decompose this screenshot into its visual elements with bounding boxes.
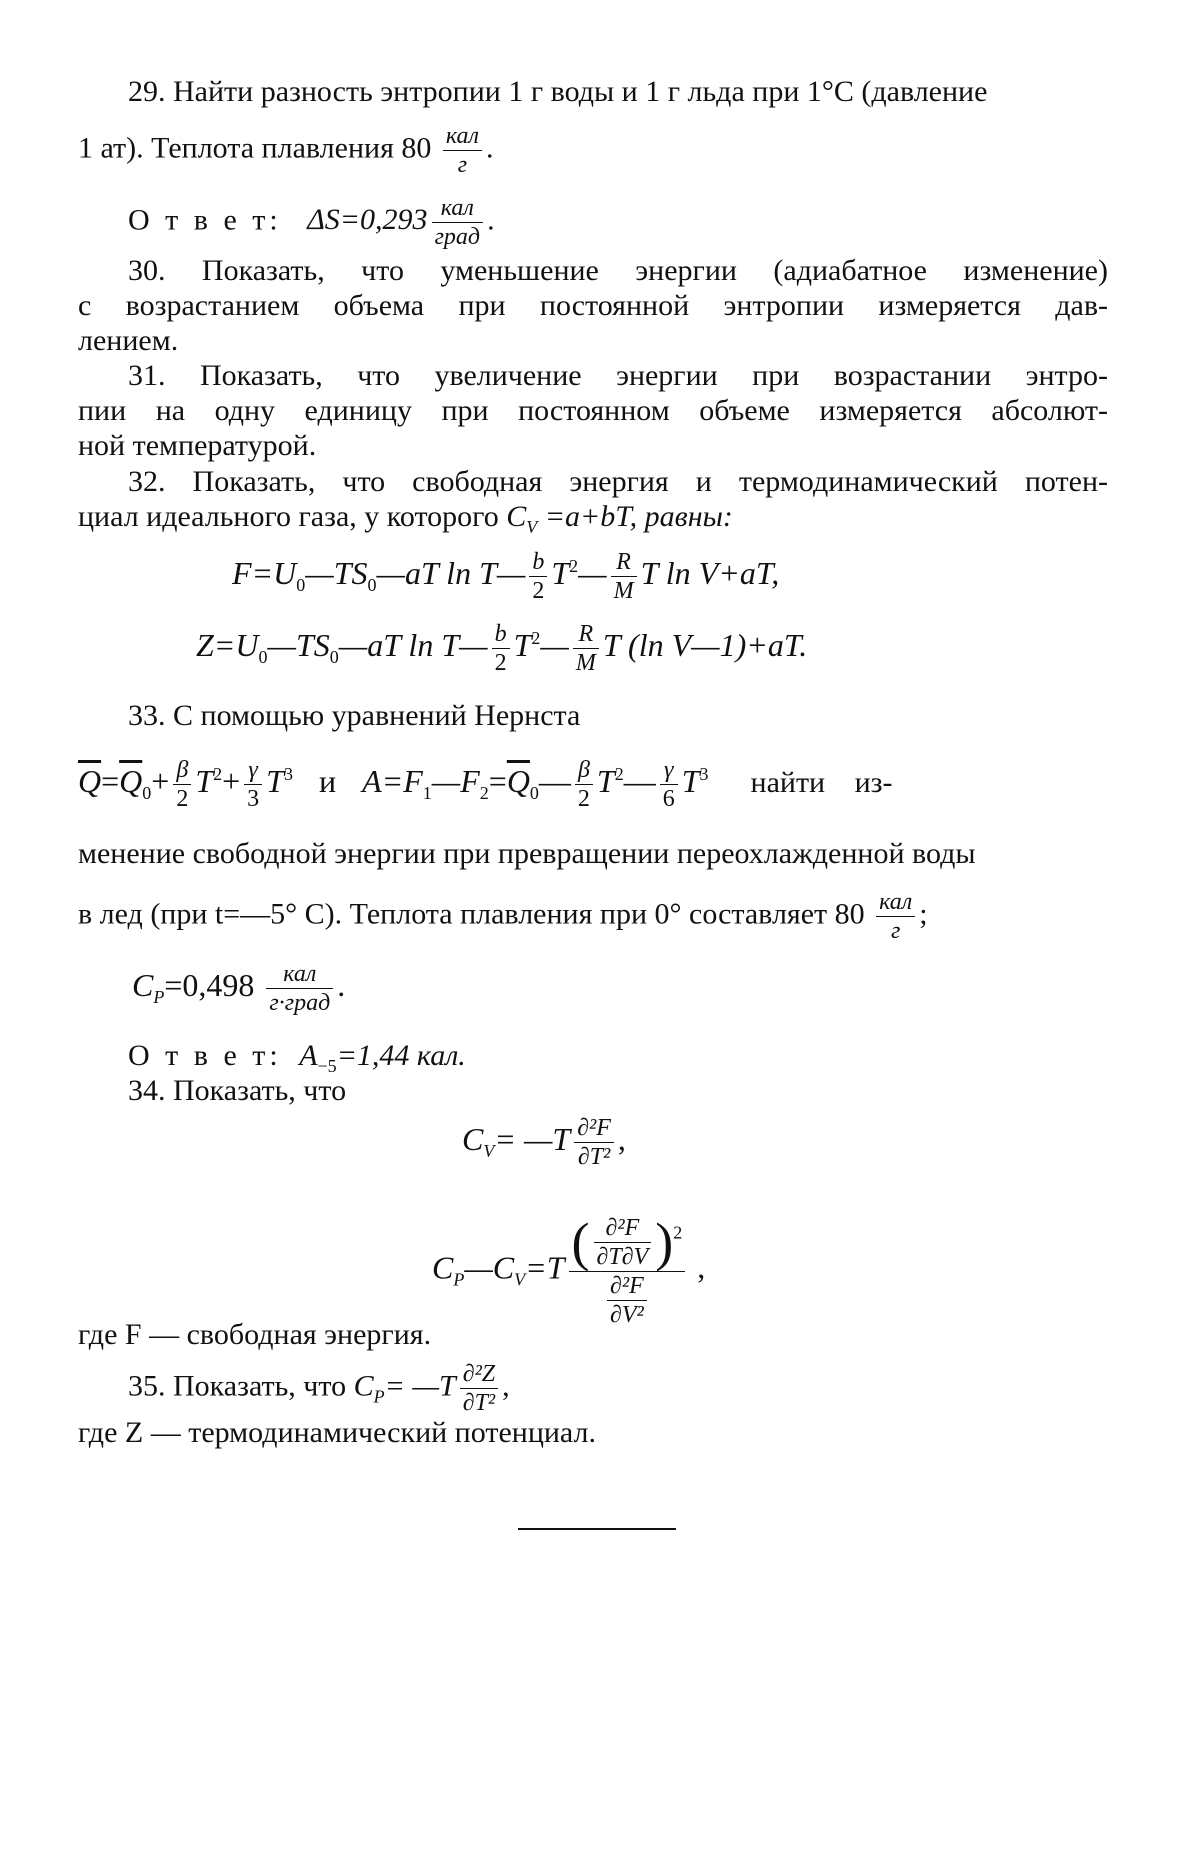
- problem-32-text-1: 32. Показать, что свободная энергия и термодинамический потен-: [128, 465, 1108, 498]
- eq-term: =T: [525, 1249, 565, 1286]
- eq-term: T: [266, 762, 284, 799]
- problem-31-line-3: [78, 428, 1108, 464]
- cp-minus-cv-equation: [432, 1212, 706, 1328]
- problem-33-text-4: в лед (при t=—5° С). Теплота плавления при 0° составляет 80: [78, 897, 865, 931]
- eq-fraction-num: γ: [660, 758, 678, 785]
- eq-term: Z=U: [196, 626, 259, 663]
- eq-term: = —T: [384, 1369, 456, 1403]
- eq-subscript: P: [453, 1269, 465, 1290]
- eq-subscript: 0: [142, 783, 152, 804]
- eq-fraction-den: 3: [247, 786, 260, 812]
- eq-exponent: 3: [699, 764, 709, 785]
- eq-fraction-den: 2: [494, 650, 507, 676]
- problem-30-text-1: 30. Показать, что уменьшение энергии (адиабатное изменение): [128, 254, 1108, 287]
- eq-fraction-num: β: [173, 758, 191, 785]
- eq-fraction: [575, 758, 593, 811]
- eq-term: T: [596, 762, 615, 799]
- answer-subscript: −5: [317, 1056, 337, 1076]
- section-end-rule: [518, 1528, 676, 1530]
- eq-exponent: 2: [213, 764, 223, 785]
- eq-fraction-den: 2: [577, 786, 590, 812]
- problem-31-text-2: пии на одну единицу при постоянном объеме измеряется абсолют-: [78, 394, 1108, 427]
- answer-label: О т в е т:: [128, 203, 282, 237]
- answer-value: ΔS=0,293: [307, 203, 428, 237]
- problem-35-text-1: 35. Показать, что: [128, 1369, 347, 1403]
- cp-symbol: C: [353, 1369, 374, 1403]
- eq-subscript: 0: [296, 575, 306, 596]
- problem-29-heat-text: 1 ат). Теплота плавления 80: [78, 131, 432, 165]
- eq-fraction-num: ∂²F: [574, 1116, 614, 1143]
- compound-fraction: [569, 1212, 686, 1328]
- eq-term: —aT ln T—: [338, 626, 488, 663]
- eq-fraction-den: ∂T²: [462, 1390, 496, 1416]
- eq-exponent: 2: [673, 1222, 683, 1243]
- eq-fraction: [460, 1362, 498, 1415]
- eq-exponent: 3: [283, 764, 293, 785]
- answer-value: =1,44 кал.: [336, 1039, 466, 1072]
- eq-fraction-num: b: [529, 550, 547, 577]
- eq-term: $\overline{Q}$: [78, 762, 102, 799]
- eq-term: —: [578, 554, 607, 591]
- problem-32-line-1: [128, 464, 1108, 500]
- eq-term: T ln V+aT,: [640, 554, 780, 591]
- eq-subscript: 2: [479, 783, 489, 804]
- problem-31-line-1: [128, 358, 1108, 394]
- answer-symbol: A: [299, 1039, 318, 1072]
- eq-fraction-den: ∂T∂V: [596, 1243, 649, 1270]
- answer-unit-denominator: град: [434, 224, 481, 250]
- unit-fraction: [443, 124, 482, 177]
- eq-connector: и: [318, 762, 337, 799]
- answer-unit-fraction: [432, 196, 484, 249]
- eq-fraction-den: ∂V²: [610, 1302, 644, 1328]
- cp-unit-fraction: [266, 962, 333, 1015]
- inner-fraction: [594, 1216, 652, 1269]
- eq-term: C: [462, 1120, 484, 1157]
- problem-34-where: [78, 1317, 1108, 1353]
- problem-35-text-2: где Z — термодинамический потенциал.: [78, 1416, 596, 1449]
- eq-term: —C: [464, 1249, 515, 1286]
- cp-value: [132, 962, 345, 1015]
- eq-fraction: [173, 758, 191, 811]
- problem-33-text-1: 33. С помощью уравнений Нернста: [128, 699, 581, 732]
- eq-subscript: 0: [258, 647, 268, 668]
- eq-term: ,: [502, 1369, 510, 1403]
- problem-30-line-2: [78, 288, 1108, 324]
- eq-subscript: 0: [329, 647, 339, 668]
- eq-exponent: 2: [531, 628, 541, 649]
- eq-term: —TS: [267, 626, 330, 663]
- eq-subscript: V: [514, 1269, 526, 1290]
- eq-fraction-den: M: [613, 578, 634, 604]
- problem-33-line-3: [78, 836, 1108, 872]
- eq-fraction-num: R: [573, 622, 599, 649]
- problem-35-line-1: [128, 1362, 1108, 1415]
- eq-fraction: [611, 550, 637, 603]
- unit-denominator: г: [891, 918, 901, 944]
- eq-fraction: [574, 1116, 614, 1169]
- eq-exponent: 2: [614, 764, 624, 785]
- problem-33-line-4: [78, 890, 1108, 943]
- eq-term: A=F: [362, 762, 423, 799]
- eq-term: T (ln V—1)+aT.: [602, 626, 808, 663]
- problem-30-text-2: с возрастанием объема при постоянной энтропии измеряется дав-: [78, 289, 1108, 322]
- problem-33-line-1: [128, 698, 1108, 734]
- eq-fraction-den: M: [575, 650, 596, 676]
- eq-fraction: [573, 622, 599, 675]
- answer-label: О т в е т:: [128, 1039, 282, 1072]
- unit-numerator: кал: [876, 890, 915, 917]
- eq-term: ,: [617, 1120, 626, 1157]
- problem-35-where: [78, 1415, 1108, 1451]
- answer-unit-numerator: кал: [432, 196, 484, 223]
- right-paren: ): [655, 1212, 674, 1272]
- unit-fraction: [876, 890, 915, 943]
- problem-29-answer: О т в е т: ΔS=0,293 кал град .: [128, 195, 495, 250]
- unit-denominator: г: [457, 152, 468, 178]
- eq-fraction: [244, 758, 262, 811]
- eq-fraction: [492, 622, 510, 675]
- eq-subscript: V: [483, 1141, 495, 1162]
- eq-term: +: [151, 762, 170, 799]
- eq-fraction: [660, 758, 678, 811]
- eq-fraction-den: 6: [662, 786, 675, 812]
- eq-fraction-den: ∂T²: [577, 1144, 611, 1170]
- problem-30-line-1: [128, 253, 1108, 289]
- cv-derivative-equation: [462, 1116, 626, 1169]
- eq-fraction: [529, 550, 547, 603]
- cp-subscript: P: [373, 1386, 385, 1407]
- eq-term: T: [195, 762, 214, 799]
- problem-29-line-2: 1 ат). Теплота плавления 80 кал г .: [78, 123, 494, 178]
- problem-31-line-2: [78, 393, 1108, 429]
- problem-32-text-2: циал идеального газа, у которого: [78, 500, 499, 533]
- eq-term: $\overline{Q}$: [506, 762, 530, 799]
- cv-subscript: V: [526, 517, 538, 537]
- problem-32-line-2: [78, 499, 1108, 535]
- problem-29-line-1: [128, 74, 1108, 110]
- eq-fraction-den: 2: [532, 578, 545, 604]
- problem-33-answer: [128, 1038, 1108, 1074]
- eq-fraction-num: ∂²Z: [460, 1362, 498, 1389]
- nernst-equations: [78, 758, 893, 811]
- left-paren: (: [571, 1212, 590, 1272]
- cv-definition: =a+bT, равны:: [544, 500, 733, 533]
- eq-term: =: [488, 762, 507, 799]
- free-energy-equation: [232, 550, 779, 603]
- problem-30-text-3: лением.: [78, 324, 179, 357]
- eq-subscript: 0: [529, 783, 539, 804]
- eq-subscript: 1: [422, 783, 432, 804]
- eq-term: T: [551, 554, 570, 591]
- eq-fraction-num: ∂²F: [607, 1274, 647, 1301]
- eq-exponent: 2: [569, 556, 579, 577]
- semicolon: ;: [919, 897, 928, 931]
- eq-term: C: [132, 966, 154, 1003]
- eq-term: .: [337, 966, 346, 1003]
- cv-symbol: C: [506, 500, 527, 533]
- eq-term: $\overline{Q}$: [119, 762, 143, 799]
- eq-term: C: [432, 1249, 454, 1286]
- problem-34-text-2: где F — свободная энергия.: [78, 1318, 432, 1351]
- eq-subscript: P: [153, 987, 165, 1008]
- problem-31-text-3: ной температурой.: [78, 429, 317, 462]
- eq-fraction-den: г·град: [269, 990, 331, 1016]
- eq-term: —aT ln T—: [376, 554, 526, 591]
- problem-33-text-3: менение свободной энергии при превращении переохлажденной воды: [78, 837, 976, 870]
- problem-34-line-1: [128, 1073, 1108, 1109]
- eq-term: —TS: [305, 554, 368, 591]
- eq-term: +: [222, 762, 241, 799]
- problem-34-text-1: 34. Показать, что: [128, 1074, 347, 1107]
- problem-29-text: 29. Найти разность энтропии 1 г воды и 1 г льда при 1°С (давление: [128, 75, 988, 108]
- eq-fraction-num: кал: [266, 962, 333, 989]
- eq-term: —: [540, 626, 569, 663]
- eq-term: =: [101, 762, 120, 799]
- eq-term: = —T: [494, 1120, 571, 1157]
- problem-31-text-1: 31. Показать, что увеличение энергии при возрастании энтро-: [128, 359, 1108, 392]
- eq-fraction-num: b: [492, 622, 510, 649]
- compound-numerator: [569, 1212, 686, 1272]
- thermodynamic-potential-equation: [196, 622, 807, 675]
- eq-term: —F: [431, 762, 480, 799]
- eq-term: —: [623, 762, 656, 799]
- eq-term: F=U: [232, 554, 297, 591]
- eq-term: T: [681, 762, 700, 799]
- problem-33-text-2: найти из-: [750, 765, 893, 799]
- eq-fraction-num: ∂²F: [594, 1216, 652, 1243]
- unit-numerator: кал: [443, 124, 482, 151]
- problem-30-line-3: [78, 323, 1108, 359]
- eq-subscript: 0: [367, 575, 377, 596]
- eq-term: ,: [697, 1249, 706, 1286]
- eq-fraction-num: β: [575, 758, 593, 785]
- eq-fraction-den: 2: [176, 786, 189, 812]
- eq-fraction-num: γ: [244, 758, 262, 785]
- eq-term: T: [513, 626, 532, 663]
- eq-term: =0,498: [164, 966, 255, 1003]
- eq-fraction-num: R: [611, 550, 637, 577]
- eq-term: —: [538, 762, 571, 799]
